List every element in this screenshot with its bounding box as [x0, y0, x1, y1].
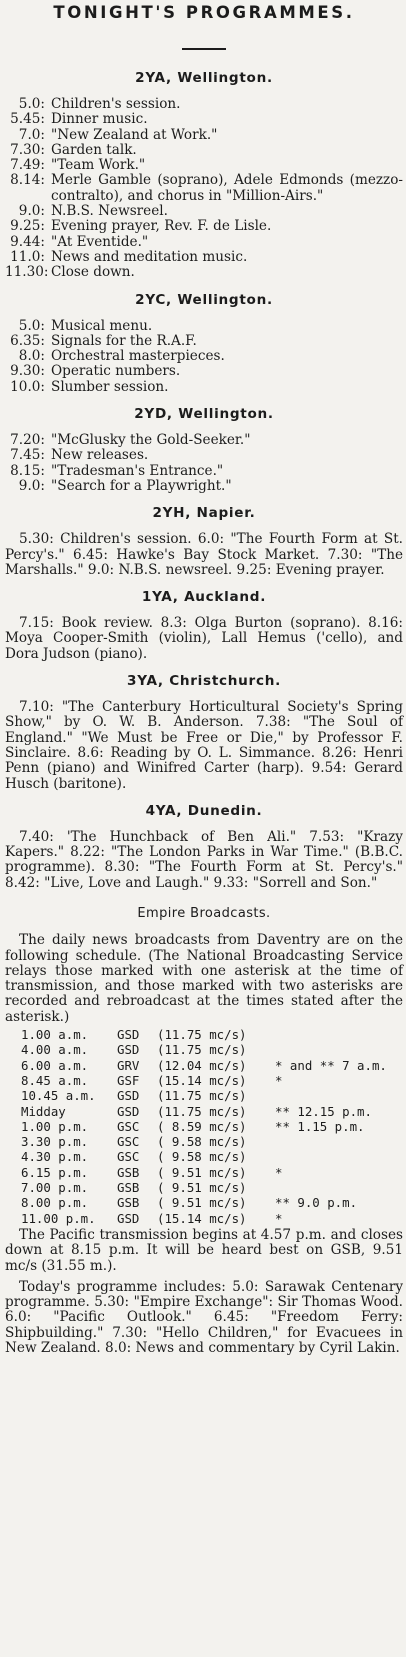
programme-time: 8.0:: [18, 348, 45, 365]
programme-item: [5, 97, 403, 112]
programme-title: Garden talk.: [51, 141, 137, 158]
programme-time: 8.15:: [10, 462, 45, 479]
schedule-time: Midday: [21, 1103, 66, 1119]
programme-item: [5, 319, 403, 334]
schedule-time: 7.00 p.m.: [21, 1180, 89, 1196]
programme-time: 5.0:: [18, 317, 45, 334]
programme-time: 11.0:: [10, 248, 45, 265]
schedule-frequency: ( 8.59 mc/s): [157, 1118, 247, 1134]
schedule-time: 6.15 p.m.: [21, 1164, 89, 1180]
schedule-callsign: GSB: [117, 1195, 140, 1211]
programme-title: Orchestral masterpieces.: [51, 348, 225, 365]
programme-title: News and meditation music.: [51, 248, 248, 265]
schedule-frequency: (12.04 mc/s): [157, 1057, 247, 1073]
schedule-callsign: GSD: [117, 1042, 140, 1058]
schedule-row: [21, 1104, 403, 1119]
schedule-frequency: ( 9.58 mc/s): [157, 1134, 247, 1150]
programme-item: [5, 265, 403, 280]
schedule-callsign: GSD: [117, 1210, 140, 1226]
programme-time: 9.44:: [10, 233, 45, 250]
programme-item: [5, 128, 403, 143]
programme-time: 7.45:: [10, 447, 45, 464]
programme-item: [5, 173, 403, 204]
schedule-time: 1.00 p.m.: [21, 1118, 89, 1134]
schedule-note: ** 12.15 p.m.: [275, 1103, 372, 1119]
programme-time: 6.35:: [10, 332, 45, 349]
programme-time: 9.0:: [18, 477, 45, 494]
schedule-note: [275, 1027, 385, 1042]
schedule-frequency: (15.14 mc/s): [157, 1210, 247, 1226]
programme-item: [5, 479, 403, 494]
schedule-time: 8.00 p.m.: [21, 1195, 89, 1211]
schedule-row: [21, 1165, 403, 1180]
programme-time: 9.0:: [18, 203, 45, 220]
programme-title: Operatic numbers.: [51, 363, 181, 380]
schedule-row: [21, 1042, 403, 1057]
programme-item: [5, 349, 403, 364]
programme-title: "Search for a Playwright.": [51, 477, 232, 494]
programme-item: [5, 219, 403, 234]
schedule-callsign: GSF: [117, 1072, 140, 1088]
schedule-callsign: GSB: [117, 1164, 140, 1180]
programme-time: 8.14:: [10, 172, 45, 189]
programme-title: "New Zealand at Work.": [51, 126, 218, 143]
programme-time: 10.0:: [10, 378, 45, 395]
schedule-note: *: [275, 1164, 283, 1180]
schedule-callsign: GSD: [117, 1088, 140, 1104]
schedule-row: [21, 1211, 403, 1226]
schedule-row: [21, 1195, 403, 1210]
programme-time: 7.20:: [10, 432, 45, 449]
programme-title: "At Eventide.": [51, 233, 149, 250]
schedule-note: [275, 1042, 385, 1057]
schedule-row: [21, 1134, 403, 1149]
schedule-row: [21, 1058, 403, 1073]
programme-time: 7.0:: [18, 126, 45, 143]
programme-item: [5, 158, 403, 173]
schedule-callsign: GSD: [117, 1103, 140, 1119]
programme-item: [5, 235, 403, 250]
station-programme-text: 5.30: Children's session. 6.0: "The Fourth Form at St. Percy's." 6.45: Hawke's Bay Stock Market. 7.30: "The Marshalls." 9.0: N.B.S. newsreel. 9.25: Evening prayer.: [5, 531, 403, 578]
programme-time: 9.25:: [10, 218, 45, 235]
station-heading: 2YC, Wellington.: [135, 291, 273, 308]
pacific-note: The Pacific transmission begins at 4.57 p.m. and closes down at 8.15 p.m. It will be heard best on GSB, 9.51 mc/s (31.55 m.).: [5, 1226, 403, 1274]
today-programme: Today's programme includes: 5.0: Sarawak Centenary programme. 5.30: "Empire Exchange": Sir Thomas Wood. 6.0: "Pacific Outlook." 6.45: "Freedom Ferry: Shipbuilding." 7.30: "Hello Children," for Evacuees in New Zealand. 8.0: News and commentary by Cyril Lakin.: [5, 1278, 403, 1356]
schedule-row: [21, 1149, 403, 1164]
station-heading: 3YA, Christchurch.: [127, 673, 281, 690]
schedule-row: [21, 1027, 403, 1042]
schedule-time: 4.30 p.m.: [21, 1149, 89, 1165]
schedule-callsign: GSC: [117, 1149, 140, 1165]
schedule-note: *: [275, 1072, 283, 1088]
programme-title: Evening prayer, Rev. F. de Lisle.: [51, 218, 272, 235]
programme-item: [5, 464, 403, 479]
schedule-frequency: (11.75 mc/s): [157, 1088, 247, 1104]
station-heading: 2YD, Wellington.: [134, 406, 274, 423]
schedule-row: [21, 1073, 403, 1088]
page-title: TONIGHT'S PROGRAMMES.: [53, 3, 355, 22]
programme-time: 5.0:: [18, 96, 45, 112]
schedule-time: 11.00 p.m.: [21, 1210, 96, 1226]
programme-item: [5, 334, 403, 349]
schedule-time: 4.00 a.m.: [21, 1042, 89, 1058]
programme-title: "McGlusky the Gold-Seeker.": [51, 432, 251, 449]
programme-item: [5, 380, 403, 395]
programme-title: Merle Gamble (soprano), Adele Edmonds (mezzo-contralto), and chorus in "Million-Airs.": [51, 172, 403, 204]
programme-item: [5, 364, 403, 379]
programme-item: [5, 204, 403, 219]
empire-schedule: [21, 1027, 403, 1226]
schedule-row: [21, 1119, 403, 1134]
schedule-frequency: (11.75 mc/s): [157, 1103, 247, 1119]
schedule-frequency: (15.14 mc/s): [157, 1072, 247, 1088]
schedule-frequency: (11.75 mc/s): [157, 1042, 247, 1058]
programme-time: 7.30:: [10, 141, 45, 158]
empire-title: Empire Broadcasts.: [137, 905, 271, 921]
schedule-note: * and ** 7 a.m.: [275, 1057, 387, 1073]
programme-time: 7.49:: [10, 157, 45, 174]
programme-title: New releases.: [51, 447, 149, 464]
empire-intro: The daily news broadcasts from Daventry are on the following schedule. (The National Broadcasting Service relays those marked with one asterisk at the time of transmission, and those marked with two asterisks are recorded and rebroadcast at the times stated after the asterisk.): [5, 932, 403, 1025]
station-programme-text: 7.40: 'The Hunchback of Ben Ali." 7.53: "Krazy Kapers." 8.22: "The London Parks in War Time." (B.B.C. programme). 8.30: "The Fourth Form at St. Percy's." 8.42: "Live, Love and Laugh." 9.33: "Sorrell and Son.": [5, 828, 403, 891]
schedule-note: ** 1.15 p.m.: [275, 1118, 365, 1134]
station-programme-text: 7.10: "The Canterbury Horticultural Society's Spring Show," by O. W. B. Anderson. 7.38: "The Soul of England." "We Must be Free or Die," by Professor F. Sinclaire. 8.6: Reading by O. L. Simmance. 8.26: Henri Penn (piano) and Winifred Carter (harp). 9.54: Gerard Husch (baritone).: [5, 699, 403, 792]
programme-item: [5, 250, 403, 265]
stations-list: [5, 70, 403, 891]
programme-item: [5, 143, 403, 158]
schedule-time: 6.00 a.m.: [21, 1057, 89, 1073]
programme-title: Dinner music.: [51, 111, 148, 128]
schedule-callsign: GSC: [117, 1118, 140, 1134]
programme-title: N.B.S. Newsreel.: [51, 203, 168, 220]
station-programme-text: 7.15: Book review. 8.3: Olga Burton (soprano). 8.16: Moya Cooper-Smith (violin), Lall Hemus ('cello), and Dora Judson (piano).: [5, 615, 403, 662]
programme-title: Musical menu.: [51, 317, 153, 334]
programme-title: Slumber session.: [51, 378, 169, 395]
schedule-callsign: GSD: [117, 1027, 140, 1043]
station-heading: 2YA, Wellington.: [135, 70, 273, 86]
schedule-note: [275, 1088, 385, 1103]
programme-title: Close down.: [51, 264, 135, 281]
station-heading: 1YA, Auckland.: [141, 589, 267, 606]
programme-item: [5, 112, 403, 127]
schedule-time: 8.45 a.m.: [21, 1072, 89, 1088]
schedule-frequency: ( 9.58 mc/s): [157, 1149, 247, 1165]
schedule-note: [275, 1180, 385, 1195]
station-heading: 4YA, Dunedin.: [145, 802, 263, 819]
programme-title: "Tradesman's Entrance.": [51, 462, 224, 479]
schedule-callsign: GSB: [117, 1180, 140, 1196]
programme-item: [5, 433, 403, 448]
title-rule: [182, 48, 226, 50]
station-heading: 2YH, Napier.: [152, 505, 256, 522]
schedule-row: [21, 1180, 403, 1195]
schedule-note: [275, 1134, 385, 1149]
schedule-frequency: ( 9.51 mc/s): [157, 1164, 247, 1180]
schedule-note: [275, 1149, 385, 1164]
programme-time: 11.30:: [5, 264, 49, 281]
programme-time: 5.45:: [10, 111, 45, 128]
schedule-callsign: GSC: [117, 1134, 140, 1150]
schedule-note: *: [275, 1210, 283, 1226]
schedule-frequency: (11.75 mc/s): [157, 1027, 247, 1043]
schedule-row: [21, 1088, 403, 1103]
programme-item: [5, 448, 403, 463]
schedule-time: 1.00 a.m.: [21, 1027, 89, 1043]
schedule-time: 3.30 p.m.: [21, 1134, 89, 1150]
schedule-frequency: ( 9.51 mc/s): [157, 1195, 247, 1211]
programme-time: 9.30:: [10, 363, 45, 380]
schedule-frequency: ( 9.51 mc/s): [157, 1180, 247, 1196]
schedule-note: ** 9.0 p.m.: [275, 1195, 358, 1211]
programme-title: Signals for the R.A.F.: [51, 332, 197, 349]
schedule-callsign: GRV: [117, 1057, 140, 1073]
programme-title: Children's session.: [51, 96, 181, 112]
programme-title: "Team Work.": [51, 157, 146, 174]
schedule-time: 10.45 a.m.: [21, 1088, 96, 1104]
